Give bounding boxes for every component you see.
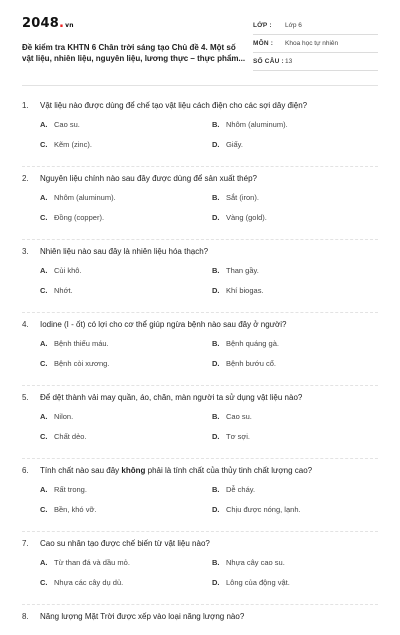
- option-d[interactable]: [212, 139, 384, 150]
- option-c[interactable]: [40, 577, 212, 588]
- option-text: Bệnh bướu cổ.: [226, 359, 276, 368]
- option-b[interactable]: [212, 265, 384, 276]
- question-number: 5.: [22, 393, 29, 402]
- option-b[interactable]: [212, 119, 384, 130]
- header-left: [22, 16, 247, 64]
- meta-value: Khoa học tự nhiên: [285, 40, 339, 47]
- option-letter: D.: [212, 359, 220, 368]
- question-number: 4.: [22, 320, 29, 329]
- option-text: Kẽm (zinc).: [54, 140, 92, 149]
- option-letter: D.: [212, 578, 220, 587]
- meta-row-subject: [253, 35, 378, 53]
- option-letter: A.: [40, 120, 48, 129]
- header-divider: [22, 85, 378, 86]
- question-number: 7.: [22, 539, 29, 548]
- option-text: Chịu được nóng, lạnh.: [226, 505, 301, 514]
- option-letter: B.: [212, 266, 220, 275]
- option-letter: D.: [212, 140, 220, 149]
- option-b[interactable]: [212, 192, 384, 203]
- option-text: Nhôm (aluminum).: [226, 120, 288, 129]
- meta-row-question-count: [253, 53, 378, 71]
- option-a[interactable]: [40, 265, 212, 276]
- logo-suffix: vn: [65, 22, 74, 29]
- document-title: Đề kiểm tra KHTN 6 Chân trời sáng tạo Chủ đề 4. Một số vật liệu, nhiên liệu, nguyên liệu, lương thực – thực phẩm...: [22, 43, 246, 63]
- question-8: [22, 605, 378, 635]
- meta-row-class: [253, 17, 378, 35]
- option-b[interactable]: [212, 484, 384, 495]
- option-text: Rất trong.: [54, 485, 87, 494]
- question-number: 1.: [22, 101, 29, 110]
- option-b[interactable]: [212, 411, 384, 422]
- option-text: Sắt (iron).: [226, 193, 259, 202]
- option-b[interactable]: [212, 557, 384, 568]
- question-1: [22, 94, 378, 167]
- option-letter: A.: [40, 412, 48, 421]
- option-letter: D.: [212, 286, 220, 295]
- option-letter: C.: [40, 286, 48, 295]
- option-b[interactable]: [212, 338, 384, 349]
- option-letter: B.: [212, 558, 220, 567]
- option-text: Nhôm (aluminum).: [54, 193, 116, 202]
- option-a[interactable]: [40, 192, 212, 203]
- question-number: 6.: [22, 466, 29, 475]
- option-c[interactable]: [40, 285, 212, 296]
- question-list: [22, 94, 378, 635]
- logo-text: 2048: [22, 16, 59, 31]
- question-text: Vật liệu nào được dùng để chế tạo vật liệu cách điện cho các sợi dây điện?: [40, 101, 308, 110]
- option-letter: D.: [212, 505, 220, 514]
- option-text: Từ than đá và dầu mỏ.: [54, 558, 130, 567]
- option-text: Lông của động vật.: [226, 578, 290, 587]
- option-c[interactable]: [40, 431, 212, 442]
- option-text: Cao su.: [54, 120, 80, 129]
- option-letter: D.: [212, 432, 220, 441]
- option-text: Củi khô.: [54, 266, 82, 275]
- option-letter: C.: [40, 578, 48, 587]
- option-d[interactable]: [212, 431, 384, 442]
- option-letter: B.: [212, 412, 220, 421]
- option-letter: A.: [40, 193, 48, 202]
- meta-value: 13: [285, 58, 293, 65]
- option-a[interactable]: [40, 411, 212, 422]
- option-a[interactable]: [40, 557, 212, 568]
- option-letter: A.: [40, 266, 48, 275]
- option-text: Dễ cháy.: [226, 485, 256, 494]
- question-number: 3.: [22, 247, 29, 256]
- question-text: Cao su nhân tạo được chế biến từ vật liệu nào?: [40, 539, 210, 548]
- option-c[interactable]: [40, 212, 212, 223]
- option-text: Nhớt.: [54, 286, 73, 295]
- option-text: Chất dẻo.: [54, 432, 87, 441]
- question-number: 8.: [22, 612, 29, 621]
- question-6: [22, 459, 378, 532]
- option-letter: B.: [212, 120, 220, 129]
- option-d[interactable]: [212, 504, 384, 515]
- option-text: Bệnh quáng gà.: [226, 339, 279, 348]
- option-text: Bền, khó vỡ.: [54, 505, 97, 514]
- option-letter: C.: [40, 140, 48, 149]
- question-3: [22, 240, 378, 313]
- question-text: Nguyên liệu chính nào sau đây được dùng để sản xuất thép?: [40, 174, 257, 183]
- logo-dot: .: [58, 16, 65, 31]
- option-text: Than gầy.: [226, 266, 259, 275]
- site-logo[interactable]: [22, 16, 247, 32]
- meta-info: [253, 17, 378, 71]
- question-2: [22, 167, 378, 240]
- option-a[interactable]: [40, 338, 212, 349]
- option-letter: B.: [212, 485, 220, 494]
- option-c[interactable]: [40, 504, 212, 515]
- option-d[interactable]: [212, 358, 384, 369]
- option-letter: A.: [40, 339, 48, 348]
- option-text: Cao su.: [226, 412, 252, 421]
- option-letter: B.: [212, 339, 220, 348]
- option-letter: A.: [40, 485, 48, 494]
- question-text-after: phải là tính chất của thủy tinh chất lượng cao?: [145, 466, 313, 475]
- option-text: Vàng (gold).: [226, 213, 267, 222]
- option-letter: C.: [40, 213, 48, 222]
- question-text: [40, 465, 312, 476]
- question-text: Nhiên liệu nào sau đây là nhiên liệu hóa thạch?: [40, 247, 209, 256]
- option-text: Khí biogas.: [226, 286, 264, 295]
- question-text: Iodine (I - ốt) có lợi cho cơ thể giúp ngừa bệnh nào sau đây ở người?: [40, 320, 287, 329]
- option-c[interactable]: [40, 358, 212, 369]
- option-text: Nhựa cây cao su.: [226, 558, 285, 567]
- question-number: 2.: [22, 174, 29, 183]
- question-text: Năng lượng Mặt Trời được xếp vào loại năng lượng nào?: [40, 612, 245, 621]
- option-d[interactable]: [212, 577, 384, 588]
- option-text: Bệnh còi xương.: [54, 359, 110, 368]
- option-text: Giấy.: [226, 140, 243, 149]
- option-d[interactable]: [212, 285, 384, 296]
- question-5: [22, 386, 378, 459]
- option-letter: D.: [212, 213, 220, 222]
- option-a[interactable]: [40, 119, 212, 130]
- option-text: Nhựa các cây dụ dủ.: [54, 578, 124, 587]
- question-text-before: Tính chất nào sau đây: [40, 466, 122, 475]
- option-letter: A.: [40, 558, 48, 567]
- option-letter: C.: [40, 359, 48, 368]
- option-a[interactable]: [40, 484, 212, 495]
- question-text: Để dệt thành vải may quần, áo, chăn, màn người ta sử dụng vật liệu nào?: [40, 393, 303, 402]
- option-letter: C.: [40, 432, 48, 441]
- option-text: Nilon.: [54, 412, 74, 421]
- question-text-emphasis: không: [121, 466, 146, 475]
- option-c[interactable]: [40, 139, 212, 150]
- meta-key: SỐ CÂU :: [253, 58, 284, 65]
- option-text: Tơ sợi.: [226, 432, 251, 441]
- option-text: Đồng (copper).: [54, 213, 105, 222]
- option-text: Bệnh thiếu máu.: [54, 339, 109, 348]
- option-d[interactable]: [212, 212, 384, 223]
- question-4: [22, 313, 378, 386]
- meta-key: LỚP :: [253, 22, 272, 29]
- question-7: [22, 532, 378, 605]
- option-letter: C.: [40, 505, 48, 514]
- meta-key: MÔN :: [253, 40, 274, 47]
- option-letter: B.: [212, 193, 220, 202]
- header: [22, 16, 378, 71]
- meta-value: Lớp 6: [285, 22, 302, 29]
